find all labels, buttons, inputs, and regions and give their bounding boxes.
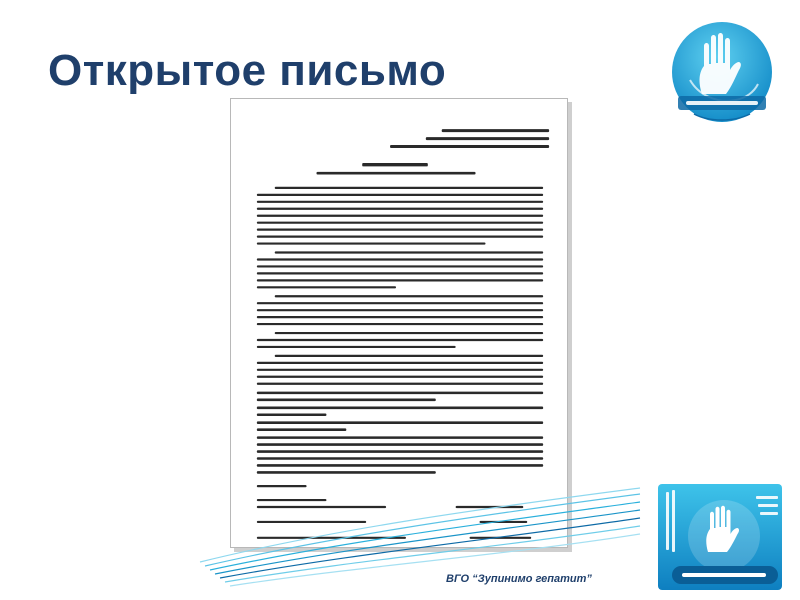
hepatitis-day-badge-icon [652,482,786,594]
hand-logo-icon [664,16,780,132]
slide-title: Открытое письмо [48,46,447,95]
footer-text: ВГО “Зупинимо гепатит” [446,573,592,585]
